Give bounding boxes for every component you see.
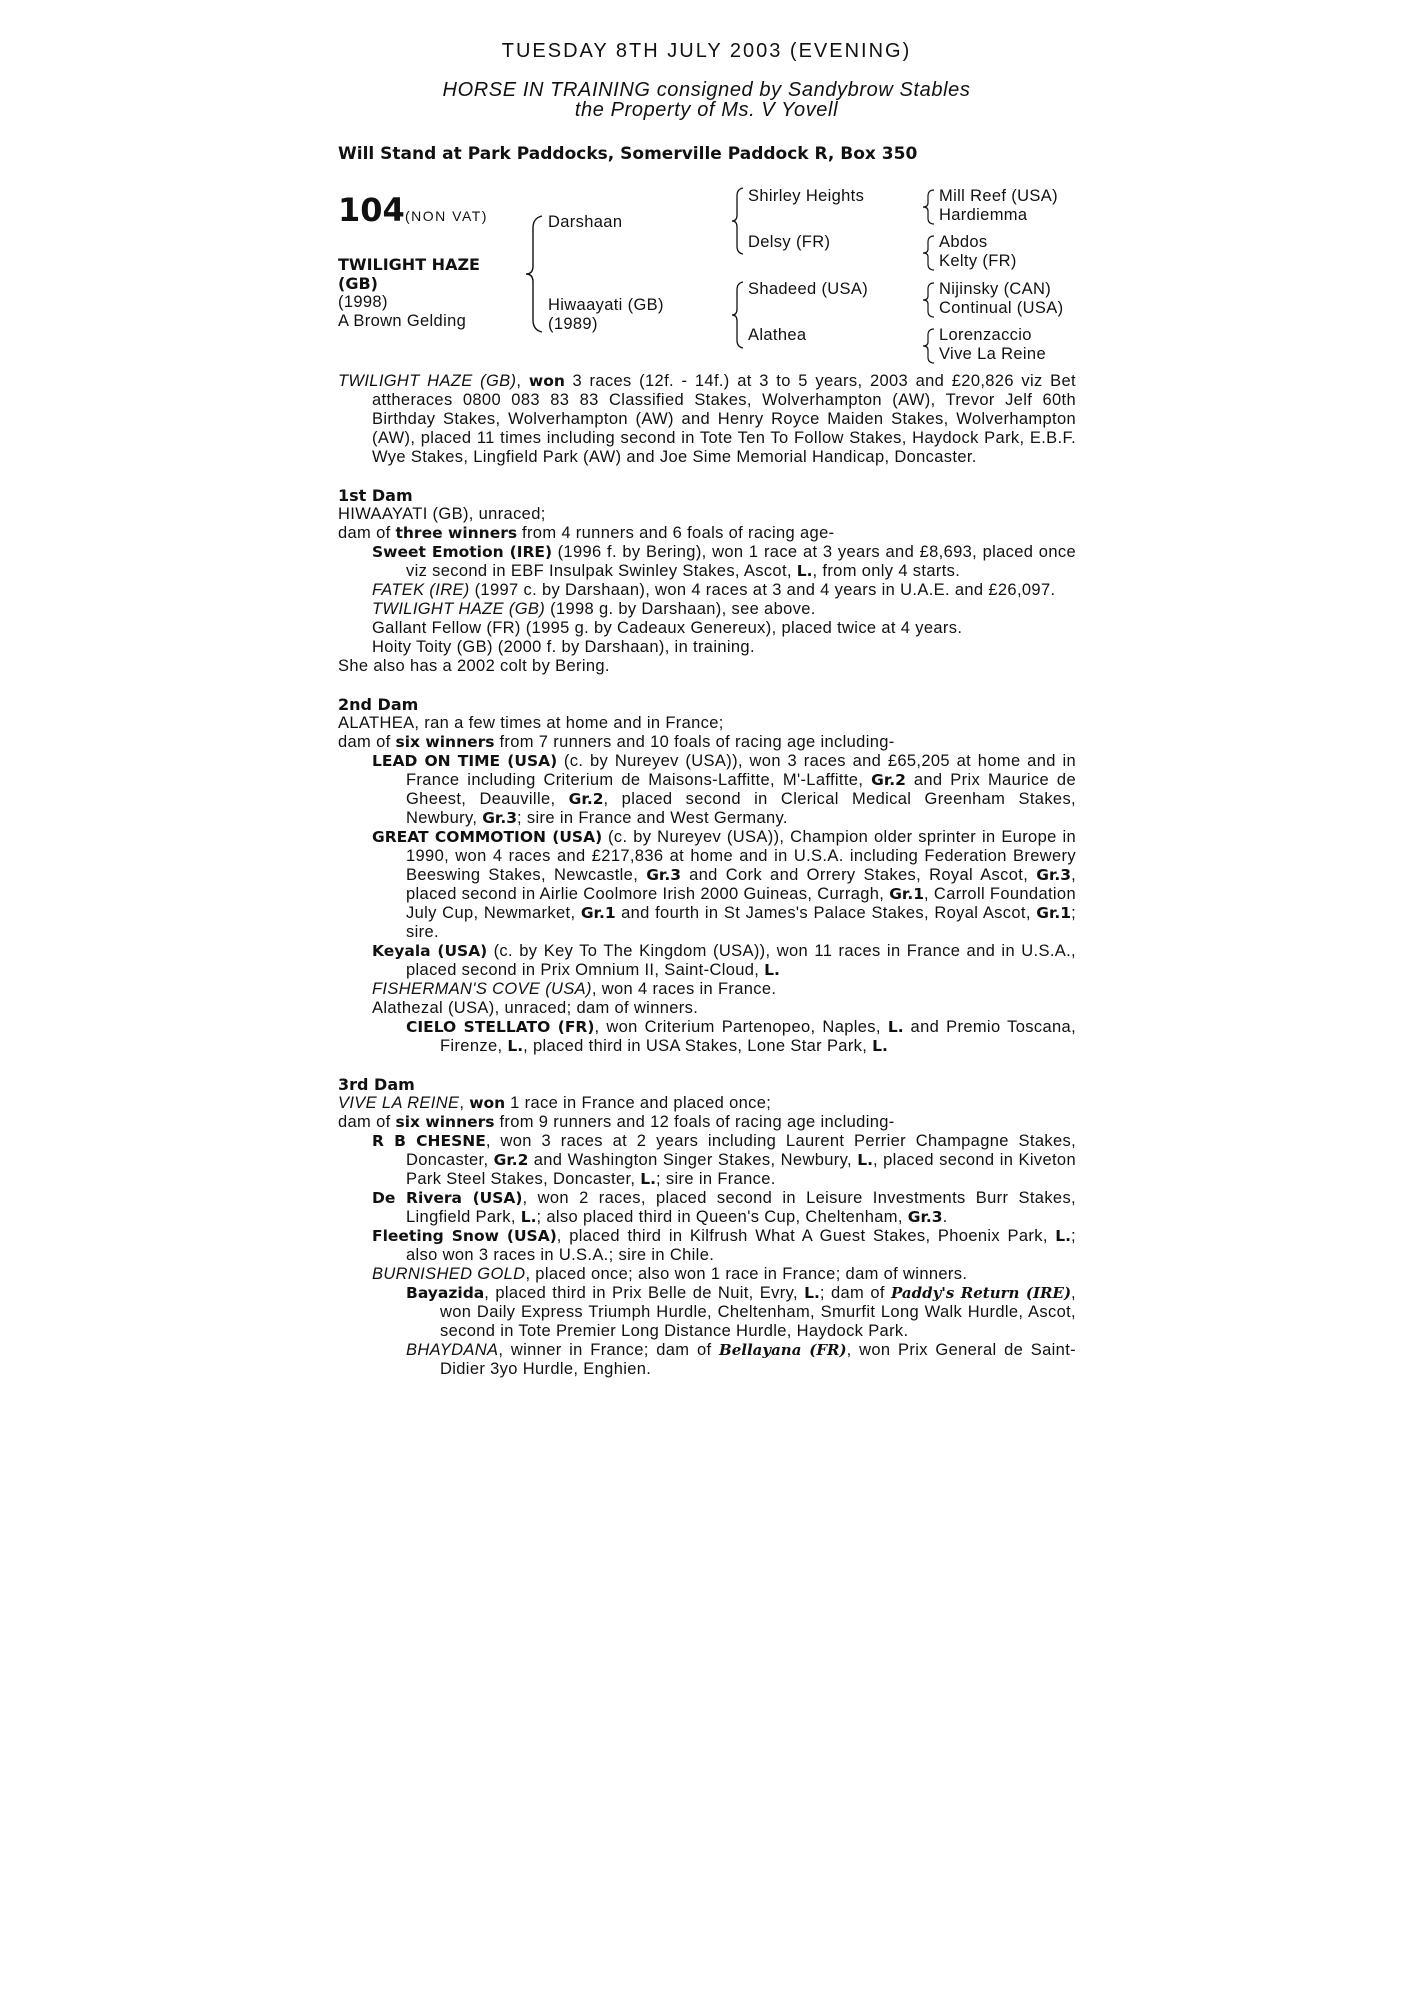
produce-name: BURNISHED GOLD: [372, 1265, 526, 1283]
listed-mark: L.: [872, 1037, 888, 1055]
group-mark: Gr.3: [907, 1208, 943, 1226]
winners-count: six winners: [395, 1113, 495, 1131]
separator: ,: [459, 1094, 470, 1112]
produce-text: ; sire.: [406, 904, 1076, 941]
produce-text: (1996 f. by Bering), won 1 race at 3 years and £8,693, placed once viz second in EBF Insulpak Swinley Stakes, Ascot,: [406, 543, 1076, 580]
produce-name: CIELO STELLATO (FR): [406, 1018, 595, 1036]
produce-text: , Carroll Foundation July Cup, Newmarket,: [406, 885, 1076, 922]
produce-entry: [338, 752, 1076, 828]
horse-info: [338, 293, 466, 331]
produce-text: and Cork and Orrery Stakes, Royal Ascot,: [681, 866, 1037, 884]
produce-text: ; dam of: [819, 1284, 891, 1302]
group-mark: Gr.1: [889, 885, 925, 903]
pedigree-brace-dam: [730, 280, 746, 350]
listed-mark: L.: [520, 1208, 537, 1226]
produce-text: , placed third in Prix Belle de Nuit, Evry,: [484, 1284, 805, 1302]
winners-count: three winners: [395, 524, 518, 542]
produce-entry: [338, 1265, 1076, 1284]
dam-dam-dam: Vive La Reine: [939, 345, 1046, 363]
listed-mark: L.: [804, 1284, 820, 1302]
vat-status: (NON VAT): [405, 208, 488, 224]
first-dam-summary: [338, 524, 1076, 543]
pedigree-brace-ds: [921, 281, 937, 319]
produce-name: Sweet Emotion (IRE): [372, 543, 553, 561]
produce-name: Keyala (USA): [372, 942, 488, 960]
produce-name: GREAT COMMOTION (USA): [372, 828, 603, 846]
produce-text: , won Prix General de Saint-Didier 3yo Hurdle, Enghien.: [440, 1341, 1076, 1378]
produce-text: , placed second in Airlie Coolmore Irish 2000 Guineas, Curragh,: [406, 866, 1076, 903]
dam-dam: Alathea: [748, 326, 807, 344]
second-dam-heading: 2nd Dam: [338, 695, 419, 714]
sire-sire-sire: Mill Reef (USA): [939, 187, 1058, 205]
produce-text: and Prix Maurice de Gheest, Deauville,: [406, 771, 1076, 808]
produce-text: ; also won 3 races in U.S.A.; sire in Chile.: [406, 1227, 1076, 1264]
produce-text: (1997 c. by Darshaan), won 4 races at 3 and 4 years in U.A.E. and £26,097.: [469, 581, 1056, 599]
produce-text: , winner in France; dam of: [498, 1341, 720, 1359]
listed-mark: L.: [796, 562, 813, 580]
produce-text: , placed once; also won 1 race in France; dam of winners.: [525, 1265, 968, 1283]
dam: Hiwaayati (GB): [548, 296, 664, 314]
dam-of-suffix: from 4 runners and 6 foals of racing age-: [517, 524, 835, 542]
produce-entry: [338, 1132, 1076, 1189]
group-mark: Gr.3: [482, 809, 518, 827]
produce-entry: [338, 1341, 1076, 1379]
sire-dam-dam: Kelty (FR): [939, 252, 1017, 270]
produce-entry: [338, 581, 1076, 600]
produce-text: , won Daily Express Triumph Hurdle, Cheltenham, Smurfit Long Walk Hurdle, Ascot, second in Tote Premier Long Distance Hurdle, Haydock Park.: [440, 1284, 1076, 1340]
listed-mark: L.: [640, 1170, 657, 1188]
second-dam-intro: ALATHEA, ran a few times at home and in France;: [338, 714, 724, 732]
pedigree-brace-ss: [921, 188, 937, 226]
produce-entry: [338, 543, 1076, 581]
dam-name: VIVE LA REINE: [338, 1094, 460, 1112]
winners-count: six winners: [395, 733, 495, 751]
produce-text: , won 4 races in France.: [591, 980, 777, 998]
produce-entry: [338, 1284, 1076, 1341]
foaling-year: (1998): [338, 293, 388, 311]
produce-text: , from only 4 starts.: [812, 562, 961, 580]
dam-of-prefix: dam of: [338, 1113, 396, 1131]
sire-dam-sire: Abdos: [939, 233, 988, 251]
group-mark: Gr.2: [871, 771, 906, 789]
produce-text: , won Criterium Partenopeo, Naples,: [594, 1018, 888, 1036]
produce-entry: [338, 828, 1076, 942]
third-dam-heading: 3rd Dam: [338, 1075, 415, 1094]
produce-entry: Hoity Toity (GB) (2000 f. by Darshaan), in training.: [372, 638, 755, 656]
produce-text: (1998 g. by Darshaan), see above.: [545, 600, 816, 618]
produce-text: , placed second in Clerical Medical Greenham Stakes, Newbury,: [406, 790, 1076, 827]
dam-record: 1 race in France and placed once;: [505, 1094, 772, 1112]
lot-number: 104: [338, 191, 405, 229]
dam-dam-sire: Lorenzaccio: [939, 326, 1032, 344]
produce-text: and Washington Singer Stakes, Newbury,: [528, 1151, 858, 1169]
dam-sire: Shadeed (USA): [748, 280, 869, 298]
produce-text: (c. by Key To The Kingdom (USA)), won 11 races in France and in U.S.A., placed second in Prix Omnium II, Saint-Cloud,: [406, 942, 1076, 979]
group-mark: Gr.3: [1036, 866, 1072, 884]
produce-name: Paddy's Return (IRE): [891, 1284, 1072, 1302]
produce-entry: Alathezal (USA), unraced; dam of winners.: [372, 999, 699, 1017]
dam-sire-dam: Continual (USA): [939, 299, 1064, 317]
produce-name: Bellayana (FR): [719, 1341, 847, 1359]
produce-text: , placed second in Kiveton Park Steel Stakes, Doncaster,: [406, 1151, 1076, 1188]
listed-mark: L.: [764, 961, 780, 979]
record-horse-name: TWILIGHT HAZE (GB): [338, 372, 517, 390]
dam-of-prefix: dam of: [338, 524, 396, 542]
produce-text: ; sire in France and West Germany.: [517, 809, 788, 827]
first-dam-heading: 1st Dam: [338, 486, 413, 505]
produce-name: LEAD ON TIME (USA): [372, 752, 558, 770]
listed-mark: L.: [1055, 1227, 1072, 1245]
produce-entry: Gallant Fellow (FR) (1995 g. by Cadeaux Genereux), placed twice at 4 years.: [372, 619, 963, 637]
sire-sire: Shirley Heights: [748, 187, 865, 205]
listed-mark: L.: [507, 1037, 524, 1055]
group-mark: Gr.2: [493, 1151, 529, 1169]
group-mark: Gr.3: [646, 866, 682, 884]
produce-text: , placed third in USA Stakes, Lone Star Park,: [523, 1037, 873, 1055]
produce-text: ; also placed third in Queen's Cup, Cheltenham,: [536, 1208, 908, 1226]
produce-text: (c. by Nureyev (USA)), Champion older sprinter in Europe in 1990, won 4 races and £217,836 at home and in U.S.A. including Federation Brewery Beeswing Stakes, Newcastle,: [406, 828, 1076, 884]
record-won: won: [528, 372, 565, 390]
horse-description: A Brown Gelding: [338, 312, 467, 330]
produce-entry: [338, 1018, 1076, 1056]
produce-name: TWILIGHT HAZE (GB): [372, 600, 546, 618]
sale-date: TUESDAY 8TH JULY 2003 (EVENING): [501, 40, 912, 62]
produce-entry: [338, 980, 1076, 999]
stand-location: Will Stand at Park Paddocks, Somerville Paddock R, Box 350: [338, 144, 918, 164]
pedigree-brace-sire: [730, 186, 746, 256]
race-record: [338, 372, 1076, 1379]
produce-text: , won 3 races at 2 years including Laurent Perrier Champagne Stakes, Doncaster,: [406, 1132, 1077, 1169]
consignment-line-1: HORSE IN TRAINING consigned by Sandybrow Stables: [442, 79, 971, 101]
dam-of-suffix: from 7 runners and 10 foals of racing age including-: [494, 733, 895, 751]
produce-entry: [338, 1189, 1076, 1227]
group-mark: Gr.2: [568, 790, 604, 808]
dam-of-prefix: dam of: [338, 733, 396, 751]
produce-entry: [338, 1227, 1076, 1265]
horse-name: TWILIGHT HAZE (GB): [338, 255, 480, 293]
record-text: 3 races (12f. - 14f.) at 3 to 5 years, 2003 and £20,826 viz Bet attheraces 0800 083 83 83 Classified Stakes, Wolverhampton (AW), Trevor Jelf 60th Birthday Stakes, Wolverhampton (AW) and Henry Royce Maiden Stakes, Wolverhampton (AW), placed 11 times including second in Tote Ten To Follow Stakes, Haydock Park, E.B.F. Wye Stakes, Lingfield Park (AW) and Joe Sime Memorial Handicap, Doncaster.: [372, 372, 1076, 466]
produce-entry: [338, 942, 1076, 980]
produce-text: , placed third in Kilfrush What A Guest Stakes, Phoenix Park,: [556, 1227, 1056, 1245]
sire: Darshaan: [548, 213, 623, 231]
produce-name: BHAYDANA: [406, 1341, 499, 1359]
produce-name: Bayazida: [406, 1284, 485, 1302]
pedigree-brace-main: [524, 214, 546, 334]
pedigree-brace-dd: [921, 327, 937, 365]
produce-name: R B CHESNE: [372, 1132, 486, 1150]
produce-name: De Rivera (USA): [372, 1189, 523, 1207]
produce-text: , won 2 races, placed second in Leisure Investments Burr Stakes, Lingfield Park,: [406, 1189, 1076, 1226]
produce-text: and Premio Toscana, Firenze,: [440, 1018, 1076, 1055]
listed-mark: L.: [857, 1151, 873, 1169]
sire-sire-dam: Hardiemma: [939, 206, 1028, 224]
dam-of-suffix: from 9 runners and 12 foals of racing age including-: [494, 1113, 895, 1131]
first-dam-intro: HIWAAYATI (GB), unraced;: [338, 505, 546, 523]
consignment-line-2: the Property of Ms. V Yovell: [574, 99, 839, 121]
produce-name: FATEK (IRE): [372, 581, 470, 599]
pedigree-brace-sd: [921, 234, 937, 272]
listed-mark: L.: [887, 1018, 904, 1036]
produce-text: .: [942, 1208, 948, 1226]
sire-dam: Delsy (FR): [748, 233, 831, 251]
third-dam-intro: [338, 1094, 1076, 1113]
produce-name: FISHERMAN'S COVE (USA): [372, 980, 592, 998]
consignment-heading: [0, 80, 1413, 120]
dam-year: (1989): [548, 315, 598, 333]
group-mark: Gr.1: [580, 904, 616, 922]
dam-won: won: [469, 1094, 506, 1112]
group-mark: Gr.1: [1036, 904, 1072, 922]
produce-text: (c. by Nureyev (USA)), won 3 races and £65,205 at home and in France including Criterium de Maisons-Laffitte, M'-Laffitte,: [406, 752, 1076, 789]
produce-name: Fleeting Snow (USA): [372, 1227, 557, 1245]
produce-entry: [338, 600, 1076, 619]
dam-sire-sire: Nijinsky (CAN): [939, 280, 1052, 298]
third-dam-summary: [338, 1113, 1076, 1132]
produce-text: ; sire in France.: [656, 1170, 776, 1188]
produce-text: and fourth in St James's Palace Stakes, Royal Ascot,: [615, 904, 1037, 922]
first-dam-also: She also has a 2002 colt by Bering.: [338, 657, 610, 675]
race-record-paragraph: TWILIGHT HAZE (GB), won 3 races (12f. - 14f.) at 3 to 5 years, 2003 and £20,826 viz Bet attheraces 0800 083 83 83 Classified Stakes, Wolverhampton (AW), Trevor Jelf 60th Birthday Stakes, Wolverhampton (AW) and Henry Royce Maiden Stakes, Wolverhampton (AW), placed 11 times including second in Tote Ten To Follow Stakes, Haydock Park, E.B.F. Wye Stakes, Lingfield Park (AW) and Joe Sime Memorial Handicap, Doncaster.: [338, 372, 1076, 466]
second-dam-summary: [338, 733, 1076, 752]
